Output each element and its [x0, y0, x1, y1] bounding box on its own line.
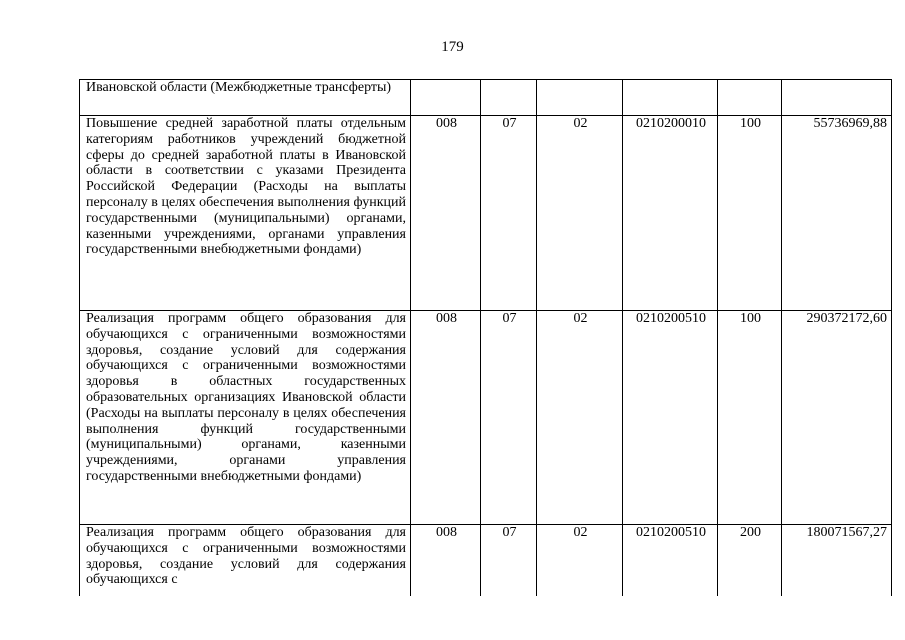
row-description: Ивановской области (Межбюджетные трансферты) [80, 80, 411, 116]
table-row [80, 525, 892, 596]
expense-type-code: 100 [718, 116, 782, 311]
section-code: 07 [481, 311, 537, 525]
section-code: 07 [481, 525, 537, 596]
ministry-code: 008 [411, 116, 481, 311]
row-description: Реализация программ общего образования для обучающихся с ограниченными возможностями здоровья, создание условий для содержания обучающихся с [80, 525, 411, 596]
budget-table [79, 79, 892, 596]
expense-type-code: 200 [718, 525, 782, 596]
row-description: Реализация программ общего образования для обучающихся с ограниченными возможностями здоровья, создание условий для содержания обучающихся с ограниченными возможностями здоровья в областных государственных образовательных организациях Ивановской области (Расходы на выплаты персоналу в целях обеспечения выполнения функций государственными (муниципальными) органами, казенными учреждениями, органами управления государственными внебюджетными фондами) [80, 311, 411, 525]
ministry-code: 008 [411, 525, 481, 596]
table-row [80, 311, 892, 525]
section-code: 07 [481, 116, 537, 311]
row-description: Повышение средней заработной платы отдельным категориям работников учреждений бюджетной сферы до средней заработной платы в Ивановской области в соответствии с указами Президента Российской Федерации (Расходы на выплаты персоналу в целях обеспечения выполнения функций государственными (муниципальными) органами, казенными учреждениями, органами управления государственными внебюджетными фондами) [80, 116, 411, 311]
table-row [80, 116, 892, 311]
subsection-code [537, 80, 623, 116]
target-article-code: 0210200510 [623, 525, 718, 596]
target-article-code: 0210200010 [623, 116, 718, 311]
table-row [80, 80, 892, 116]
ministry-code [411, 80, 481, 116]
subsection-code: 02 [537, 525, 623, 596]
expense-type-code [718, 80, 782, 116]
target-article-code [623, 80, 718, 116]
amount-value: 180071567,27 [782, 525, 892, 596]
subsection-code: 02 [537, 311, 623, 525]
expense-type-code: 100 [718, 311, 782, 525]
amount-value [782, 80, 892, 116]
ministry-code: 008 [411, 311, 481, 525]
amount-value: 55736969,88 [782, 116, 892, 311]
amount-value: 290372172,60 [782, 311, 892, 525]
target-article-code: 0210200510 [623, 311, 718, 525]
page-number: 179 [441, 39, 464, 55]
subsection-code: 02 [537, 116, 623, 311]
section-code [481, 80, 537, 116]
